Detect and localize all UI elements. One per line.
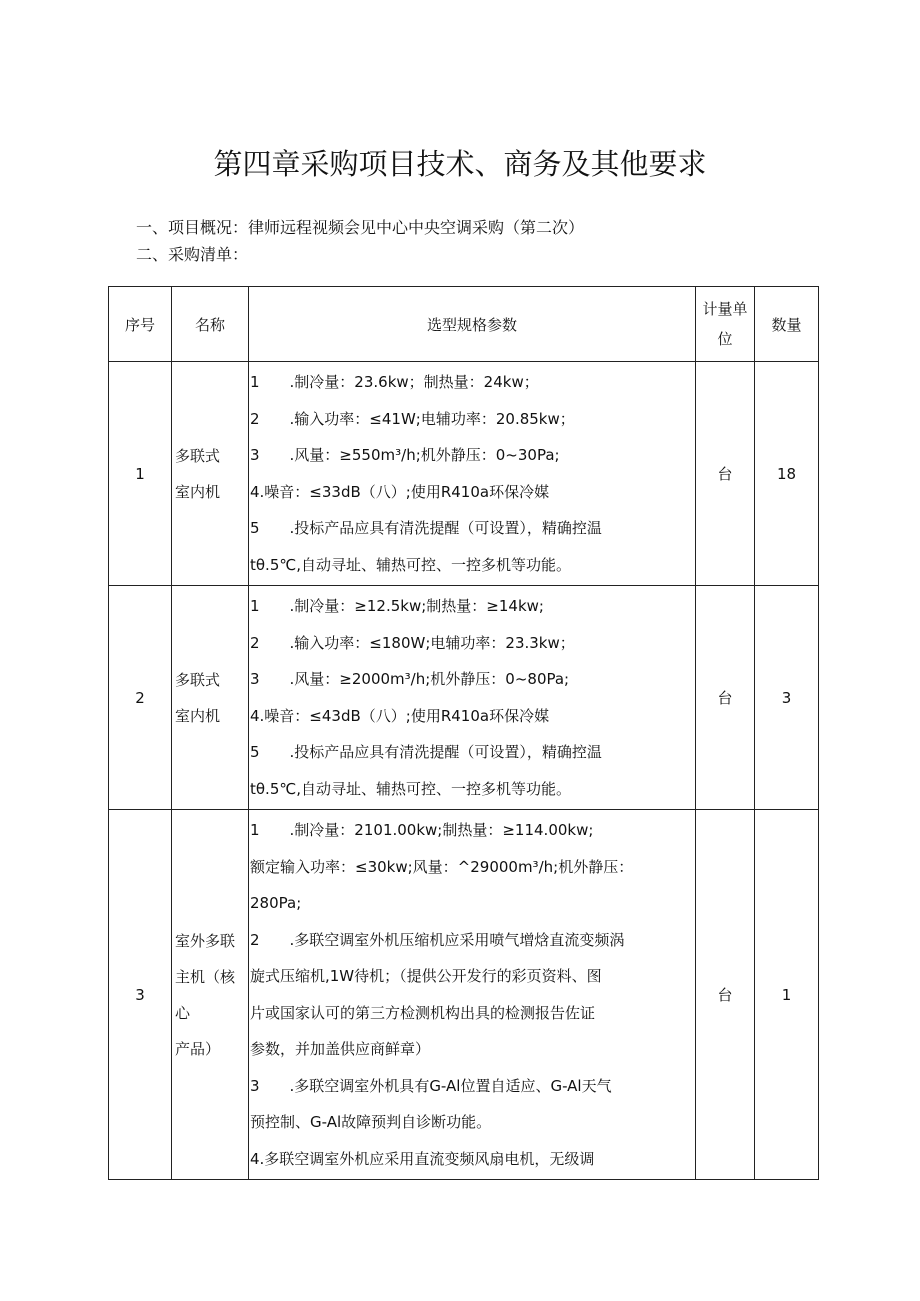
row-name-line: 主机（核 [175,967,236,986]
spec-line: 3 .多联空调室外机具有G-Al位置自适应、G-Al天气 [250,1076,612,1095]
spec-line: 1 .制冷量：23.6kw；制热量：24kw； [250,373,539,391]
row-name-line: 多联式 [175,670,221,689]
row-spec [249,362,696,586]
procurement-table [108,286,819,1180]
spec-line: 3 .风量：≥2000m³/h;机外静压：0~80Pa; [250,670,570,688]
spec-line: tθ.5℃,自动寻址、辅热可控、一控多机等功能。 [250,779,571,798]
spec-line: 旋式压缩机,1W待机；（提供公开发行的彩页资料、图 [250,967,602,985]
row-name [172,362,249,586]
row-unit: 台 [696,810,755,1180]
row-name [172,586,249,810]
row-name-line: 室内机 [175,482,221,501]
procurement-list-label: 二、采购清单： [136,245,249,264]
header-qty: 数量 [755,287,819,362]
header-name: 名称 [172,287,249,362]
row-qty: 18 [755,362,819,586]
row-unit: 台 [696,362,755,586]
spec-line: 预控制、G-Al故障预判自诊断功能。 [250,1113,492,1131]
spec-line: 额定输入功率：≤30kw;风量：^29000m³/h;机外静压： [250,857,634,876]
spec-line: 2 .输入功率：≤180W;电辅功率：23.3kw； [250,633,575,652]
spec-line: 参数，并加盖供应商鲜章） [250,1040,431,1058]
page-title: 第四章采购项目技术、商务及其他要求 [213,147,707,181]
header-unit [696,287,755,362]
row-unit: 台 [696,586,755,810]
row-spec [249,810,696,1180]
spec-line: tθ.5℃,自动寻址、辅热可控、一控多机等功能。 [250,555,571,574]
row-spec [249,586,696,810]
spec-line: 片或国家认可的第三方检测机构出具的检测报告佐证 [250,1003,596,1022]
row-name-line: 室内机 [175,706,221,725]
spec-line: 280Pa; [250,894,302,912]
row-qty: 3 [755,586,819,810]
row-name-line: 心 [175,1003,191,1022]
header-spec: 选型规格参数 [249,287,696,362]
row-index: 1 [109,362,172,586]
spec-line: 2 .多联空调室外机压缩机应采用喷气增焓直流变频涡 [250,930,625,949]
header-unit-line-1: 计量单 [702,300,748,318]
row-name [172,810,249,1180]
row-index: 3 [109,810,172,1180]
spec-line: 3 .风量：≥550m³/h;机外静压：0~30Pa; [250,446,560,464]
spec-line: 5 .投标产品应具有清洗提醒（可设置），精确控温 [250,519,602,537]
row-name-line: 产品） [175,1039,221,1058]
table-row [109,362,819,586]
spec-line: 1 .制冷量：≥12.5kw;制热量：≥14kw; [250,597,544,615]
spec-line: 4.多联空调室外机应采用直流变频风扇电机，无级调 [250,1149,595,1168]
row-name-line: 多联式 [175,446,221,465]
spec-line: 4.噪音：≤43dB（八）;使用R410a环保冷媒 [250,706,550,725]
header-index: 序号 [109,287,172,362]
table-header-row [109,287,819,362]
table-row [109,810,819,1180]
project-overview: 一、项目概况：律师远程视频会见中心中央空调采购（第二次） [136,218,585,237]
row-index: 2 [109,586,172,810]
spec-line: 2 .输入功率：≤41W;电辅功率：20.85kw； [250,409,575,428]
spec-line: 5 .投标产品应具有清洗提醒（可设置），精确控温 [250,743,602,761]
row-qty: 1 [755,810,819,1180]
row-name-line: 室外多联 [175,931,236,950]
spec-line: 1 .制冷量：2101.00kw;制热量：≥114.00kw; [250,821,594,839]
spec-line: 4.噪音：≤33dB（八）;使用R410a环保冷媒 [250,482,550,501]
table-row [109,586,819,810]
header-unit-line-2: 位 [717,330,733,348]
